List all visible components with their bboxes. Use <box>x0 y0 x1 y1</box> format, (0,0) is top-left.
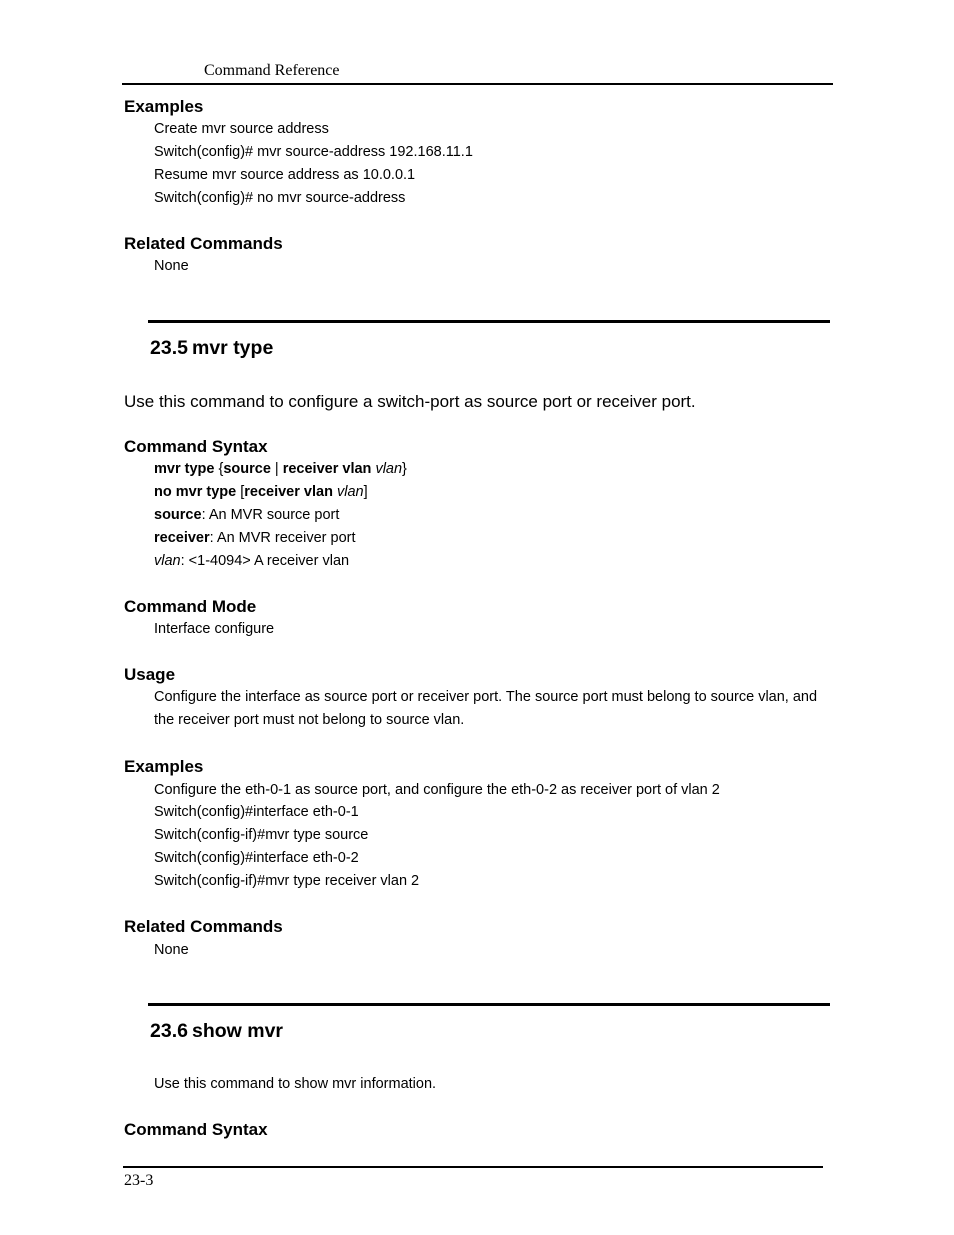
example-line: Switch(config-if)#mvr type source <box>154 827 369 843</box>
related-commands-heading: Related Commands <box>124 234 283 253</box>
related-commands-heading: Related Commands <box>124 917 283 936</box>
syntax-punct: | <box>270 461 283 477</box>
syntax-line <box>154 461 407 477</box>
param-name: vlan <box>154 553 181 569</box>
section-title-text: show mvr <box>192 1020 284 1042</box>
example-line: Create mvr source address <box>154 121 329 137</box>
section-intro: Use this command to configure a switch-port as source port or receiver port. <box>124 392 696 411</box>
param-name: receiver <box>154 530 210 546</box>
syntax-param <box>154 530 356 546</box>
section-number: 23.6 <box>150 1020 188 1042</box>
section-rule <box>148 1003 830 1006</box>
example-line: Switch(config)# mvr source-address 192.168.11.1 <box>154 144 473 160</box>
section-rule <box>148 320 830 323</box>
example-line: Switch(config-if)#mvr type receiver vlan 2 <box>154 873 420 889</box>
usage-heading: Usage <box>124 665 176 684</box>
section-title-text: mvr type <box>192 337 274 359</box>
syntax-punct: ] <box>363 484 368 500</box>
param-desc: : An MVR source port <box>201 507 340 523</box>
section-number: 23.5 <box>150 337 188 359</box>
syntax-line <box>154 484 368 500</box>
examples-heading: Examples <box>124 757 204 776</box>
example-line: Switch(config)#interface eth-0-2 <box>154 850 359 866</box>
syntax-punct: [ <box>236 484 245 500</box>
syntax-punct: { <box>214 461 224 477</box>
section-title-23-5 <box>150 337 273 360</box>
page-number: 23-3 <box>124 1172 154 1189</box>
syntax-keyword: receiver vlan <box>282 461 372 477</box>
header-rule <box>122 83 833 85</box>
param-desc: : An MVR receiver port <box>209 530 356 546</box>
command-mode-heading: Command Mode <box>124 597 257 616</box>
running-header: Command Reference <box>204 62 340 79</box>
param-desc: : <1-4094> A receiver vlan <box>180 553 350 569</box>
section-intro: Use this command to show mvr information. <box>154 1076 437 1092</box>
usage-text: Configure the interface as source port or receiver port. The source port must belong to source vlan, and the receiver port must not belong to source vlan. <box>154 689 818 728</box>
section-title-23-6 <box>150 1020 283 1043</box>
example-line: Resume mvr source address as 10.0.0.1 <box>154 167 416 183</box>
syntax-keyword: mvr type <box>154 461 215 477</box>
syntax-param <box>154 553 349 569</box>
syntax-keyword: source <box>223 461 271 477</box>
command-syntax-heading: Command Syntax <box>124 1120 268 1139</box>
related-commands-text: None <box>154 942 189 958</box>
command-syntax-heading: Command Syntax <box>124 437 268 456</box>
example-line: Switch(config)# no mvr source-address <box>154 190 406 206</box>
footer-rule <box>123 1166 823 1168</box>
examples-heading: Examples <box>124 97 204 116</box>
syntax-punct: } <box>402 461 407 477</box>
command-mode-text: Interface configure <box>154 621 275 637</box>
syntax-keyword: no mvr type <box>154 484 237 500</box>
param-name: source <box>154 507 202 523</box>
example-line: Configure the eth-0-1 as source port, and configure the eth-0-2 as receiver port of vlan 2 <box>154 782 720 798</box>
syntax-param <box>154 507 339 523</box>
related-commands-text: None <box>154 258 189 274</box>
example-line: Switch(config)#interface eth-0-1 <box>154 804 359 820</box>
syntax-variable: vlan <box>336 484 364 500</box>
syntax-keyword: receiver vlan <box>244 484 333 500</box>
syntax-variable: vlan <box>375 461 403 477</box>
